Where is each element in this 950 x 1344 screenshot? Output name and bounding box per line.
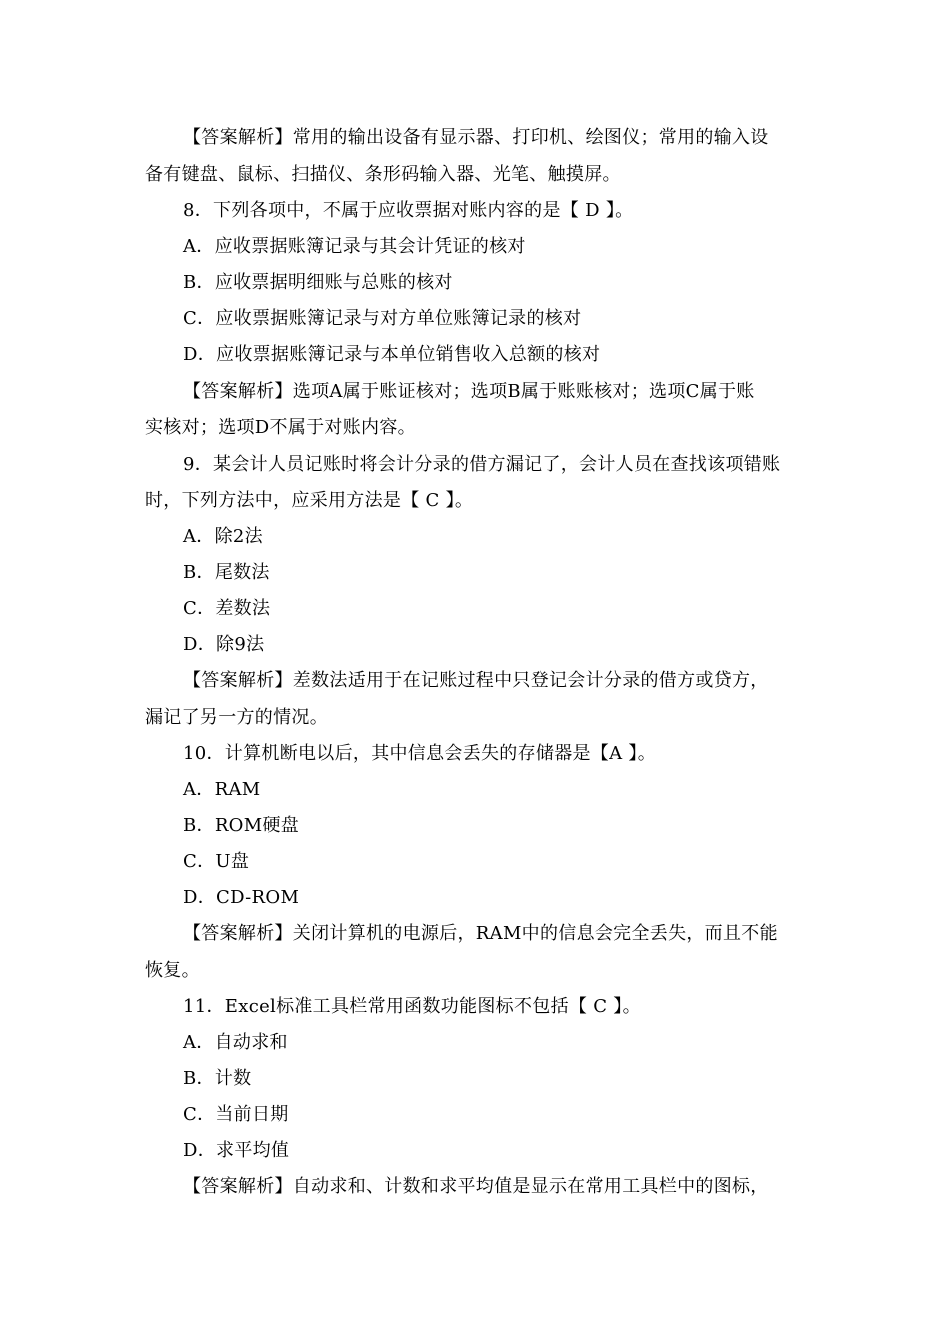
explanation-9-line-2: 漏记了另一方的情况。 bbox=[145, 707, 328, 728]
explanation-7-line-1: 【答案解析】常用的输出设备有显示器、打印机、绘图仪；常用的输入设 bbox=[183, 127, 769, 148]
q10-option-b: B．ROM硬盘 bbox=[183, 815, 300, 836]
q9-option-c: C．差数法 bbox=[183, 598, 271, 619]
q9-option-d: D．除9法 bbox=[183, 634, 265, 655]
q8-option-a: A．应收票据账簿记录与其会计凭证的核对 bbox=[183, 236, 526, 257]
explanation-8-line-1: 【答案解析】选项A属于账证核对；选项B属于账账核对；选项C属于账 bbox=[183, 381, 755, 402]
question-8-text: 8．下列各项中，不属于应收票据对账内容的是【 D 】。 bbox=[183, 200, 634, 221]
explanation-10-line-2: 恢复。 bbox=[145, 960, 200, 981]
explanation-11-line-1: 【答案解析】自动求和、计数和求平均值是显示在常用工具栏中的图标， bbox=[183, 1176, 769, 1197]
question-9-line-2: 时，下列方法中，应采用方法是【 C 】。 bbox=[145, 490, 474, 511]
explanation-10-line-1: 【答案解析】关闭计算机的电源后，RAM中的信息会完全丢失，而且不能 bbox=[183, 923, 778, 944]
q10-option-d: D．CD-ROM bbox=[183, 887, 300, 908]
q11-option-c: C．当前日期 bbox=[183, 1104, 289, 1125]
q10-option-c: C．U盘 bbox=[183, 851, 250, 872]
q10-option-a: A．RAM bbox=[183, 779, 261, 800]
question-11-text: 11．Excel标准工具栏常用函数功能图标不包括【 C 】。 bbox=[183, 996, 641, 1017]
explanation-8-line-2: 实核对；选项D不属于对账内容。 bbox=[145, 417, 416, 438]
q9-option-b: B．尾数法 bbox=[183, 562, 270, 583]
explanation-7-line-2: 备有键盘、鼠标、扫描仪、条形码输入器、光笔、触摸屏。 bbox=[145, 164, 621, 185]
explanation-9-line-1: 【答案解析】差数法适用于在记账过程中只登记会计分录的借方或贷方， bbox=[183, 670, 769, 691]
q8-option-c: C．应收票据账簿记录与对方单位账簿记录的核对 bbox=[183, 308, 582, 329]
q11-option-a: A．自动求和 bbox=[183, 1032, 288, 1053]
q8-option-b: B．应收票据明细账与总账的核对 bbox=[183, 272, 453, 293]
q11-option-b: B．计数 bbox=[183, 1068, 252, 1089]
q8-option-d: D．应收票据账簿记录与本单位销售收入总额的核对 bbox=[183, 344, 601, 365]
question-10-text: 10．计算机断电以后，其中信息会丢失的存储器是【A 】。 bbox=[183, 743, 657, 764]
q9-option-a: A．除2法 bbox=[183, 526, 263, 547]
q11-option-d: D．求平均值 bbox=[183, 1140, 290, 1161]
question-9-line-1: 9．某会计人员记账时将会计分录的借方漏记了，会计人员在查找该项错账 bbox=[183, 454, 781, 475]
